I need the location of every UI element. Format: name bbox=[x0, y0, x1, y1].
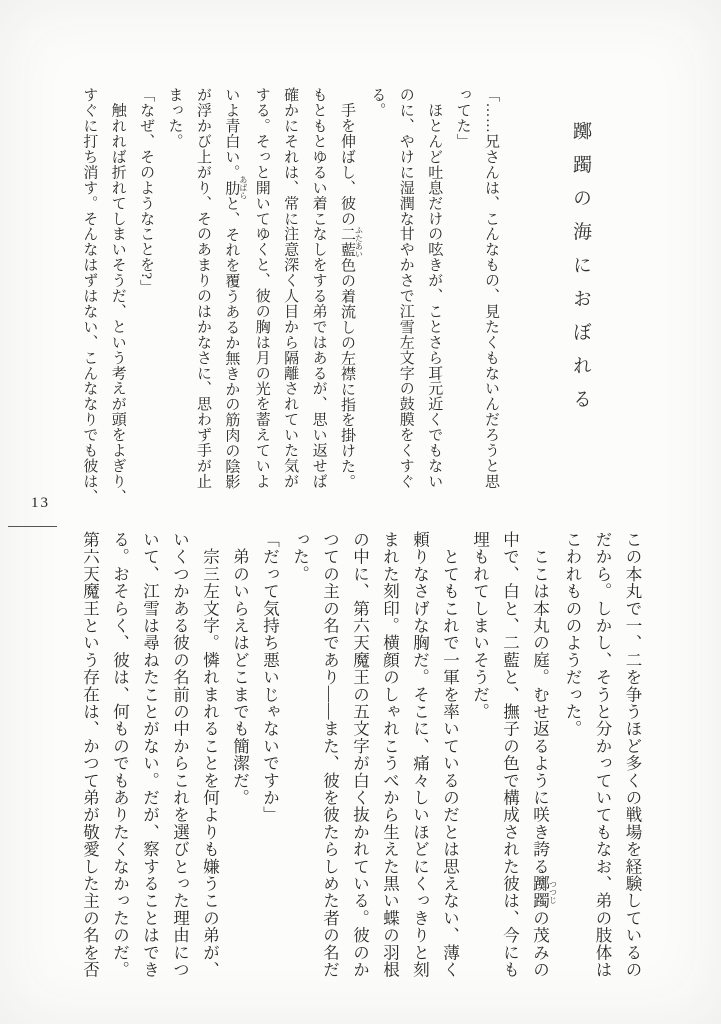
text-column: の中に、第六天魔王の五文字が白く抜かれている。彼のか bbox=[350, 531, 370, 979]
chapter-title: 躑躅の海におぼれる bbox=[570, 121, 591, 423]
page-number-rule bbox=[8, 526, 57, 527]
text-column: 埋もれてしまいそうだ。 bbox=[470, 531, 490, 721]
text-column: する。そっと開いてゆくと、彼の胸は月の光を蓄えていよ bbox=[253, 87, 270, 489]
text-column: のに、やけに湿潤な甘やかさで江雪左文字の鼓膜をくすぐ bbox=[397, 87, 414, 489]
text-column: まった。 bbox=[166, 87, 183, 149]
text-column: 第六天魔王という存在は、かつて弟が敬愛した主の名を否 bbox=[80, 531, 100, 979]
text-column: もともとゆるい着こなしをする弟ではあるが、思い返せば bbox=[310, 87, 327, 489]
text-column: 中で、白と、二藍と、撫子の色で構成された彼は、今にも bbox=[500, 531, 520, 979]
text-column: すぐに打ち消す。そんなはずはない、こんななりでも彼は、 bbox=[81, 87, 98, 505]
text-column: 宗三左文字。憐れまれることを何よりも嫌うこの弟が、 bbox=[200, 531, 220, 979]
text-column: いよ青白い。肋 あばらと、それを覆うあるか無きかの筋肉の陰影 bbox=[223, 87, 248, 490]
text-column: だから。しかし、そうと分かっていてもなお、弟の肢体は bbox=[593, 531, 612, 979]
text-column: が浮かび上がり、そのあまりのはかなさに、思わず手が止 bbox=[194, 87, 211, 489]
text-band-bottom bbox=[75, 531, 647, 1005]
text-column: つての主の名であり――また、彼を彼たらしめた者の名だ bbox=[320, 531, 340, 979]
text-column: 「だって気持ち悪いじゃないですか」 bbox=[260, 531, 280, 824]
text-column: 確かにそれは、常に注意深く人目から隔離されていた気が bbox=[282, 87, 299, 489]
text-column: ここは本丸の庭。むせ返るように咲き誇る躑躅 つつじの茂みの bbox=[530, 531, 558, 979]
text-column: この本丸で一、二を争うほど多くの戦場を経験しているの bbox=[623, 531, 642, 979]
text-column: 「……兄さんは、こんなもの、見たくもないんだろうと思 bbox=[483, 87, 499, 489]
text-column: った。 bbox=[290, 531, 310, 583]
text-column: ほとんど吐息だけの呟きが、ことさら耳元近くでもない bbox=[426, 87, 443, 489]
text-column: 弟のいらえはどこまでも簡潔だ。 bbox=[230, 531, 250, 807]
page-number: 13 bbox=[31, 495, 50, 511]
text-column: とてもこれで一軍を率いているのだとは思えない、薄く bbox=[440, 531, 460, 979]
text-column: る。 bbox=[369, 87, 386, 118]
text-column: る。おそらく、彼は、何ものでもありたくなかったのだ。 bbox=[110, 531, 130, 979]
text-column: 触れれば折れてしまいそうだ、という考えが頭をよぎり、 bbox=[109, 87, 126, 505]
text-band-top bbox=[75, 87, 505, 511]
text-column: ってた」 bbox=[454, 87, 471, 149]
text-column: いて、江雪は尋ねたことがない。だが、察することはでき bbox=[140, 531, 160, 979]
text-column: いくつかある彼の名前の中からこれを選びとった理由につ bbox=[170, 531, 190, 979]
text-column: まれた刻印。横顔のしゃれこうべから生えた黒い蝶の羽根 bbox=[380, 531, 400, 979]
text-column: 「なぜ、そのようなことを?」 bbox=[138, 87, 155, 295]
text-column: 頼りなさげな胸だ。そこに、痛々しいほどにくっきりと刻 bbox=[410, 531, 430, 979]
text-column: こわれもののようだった。 bbox=[563, 531, 582, 738]
text-column: 手を伸ばし、彼の二藍 ふたあい色の着流しの左襟に指を掛けた。 bbox=[338, 87, 364, 490]
